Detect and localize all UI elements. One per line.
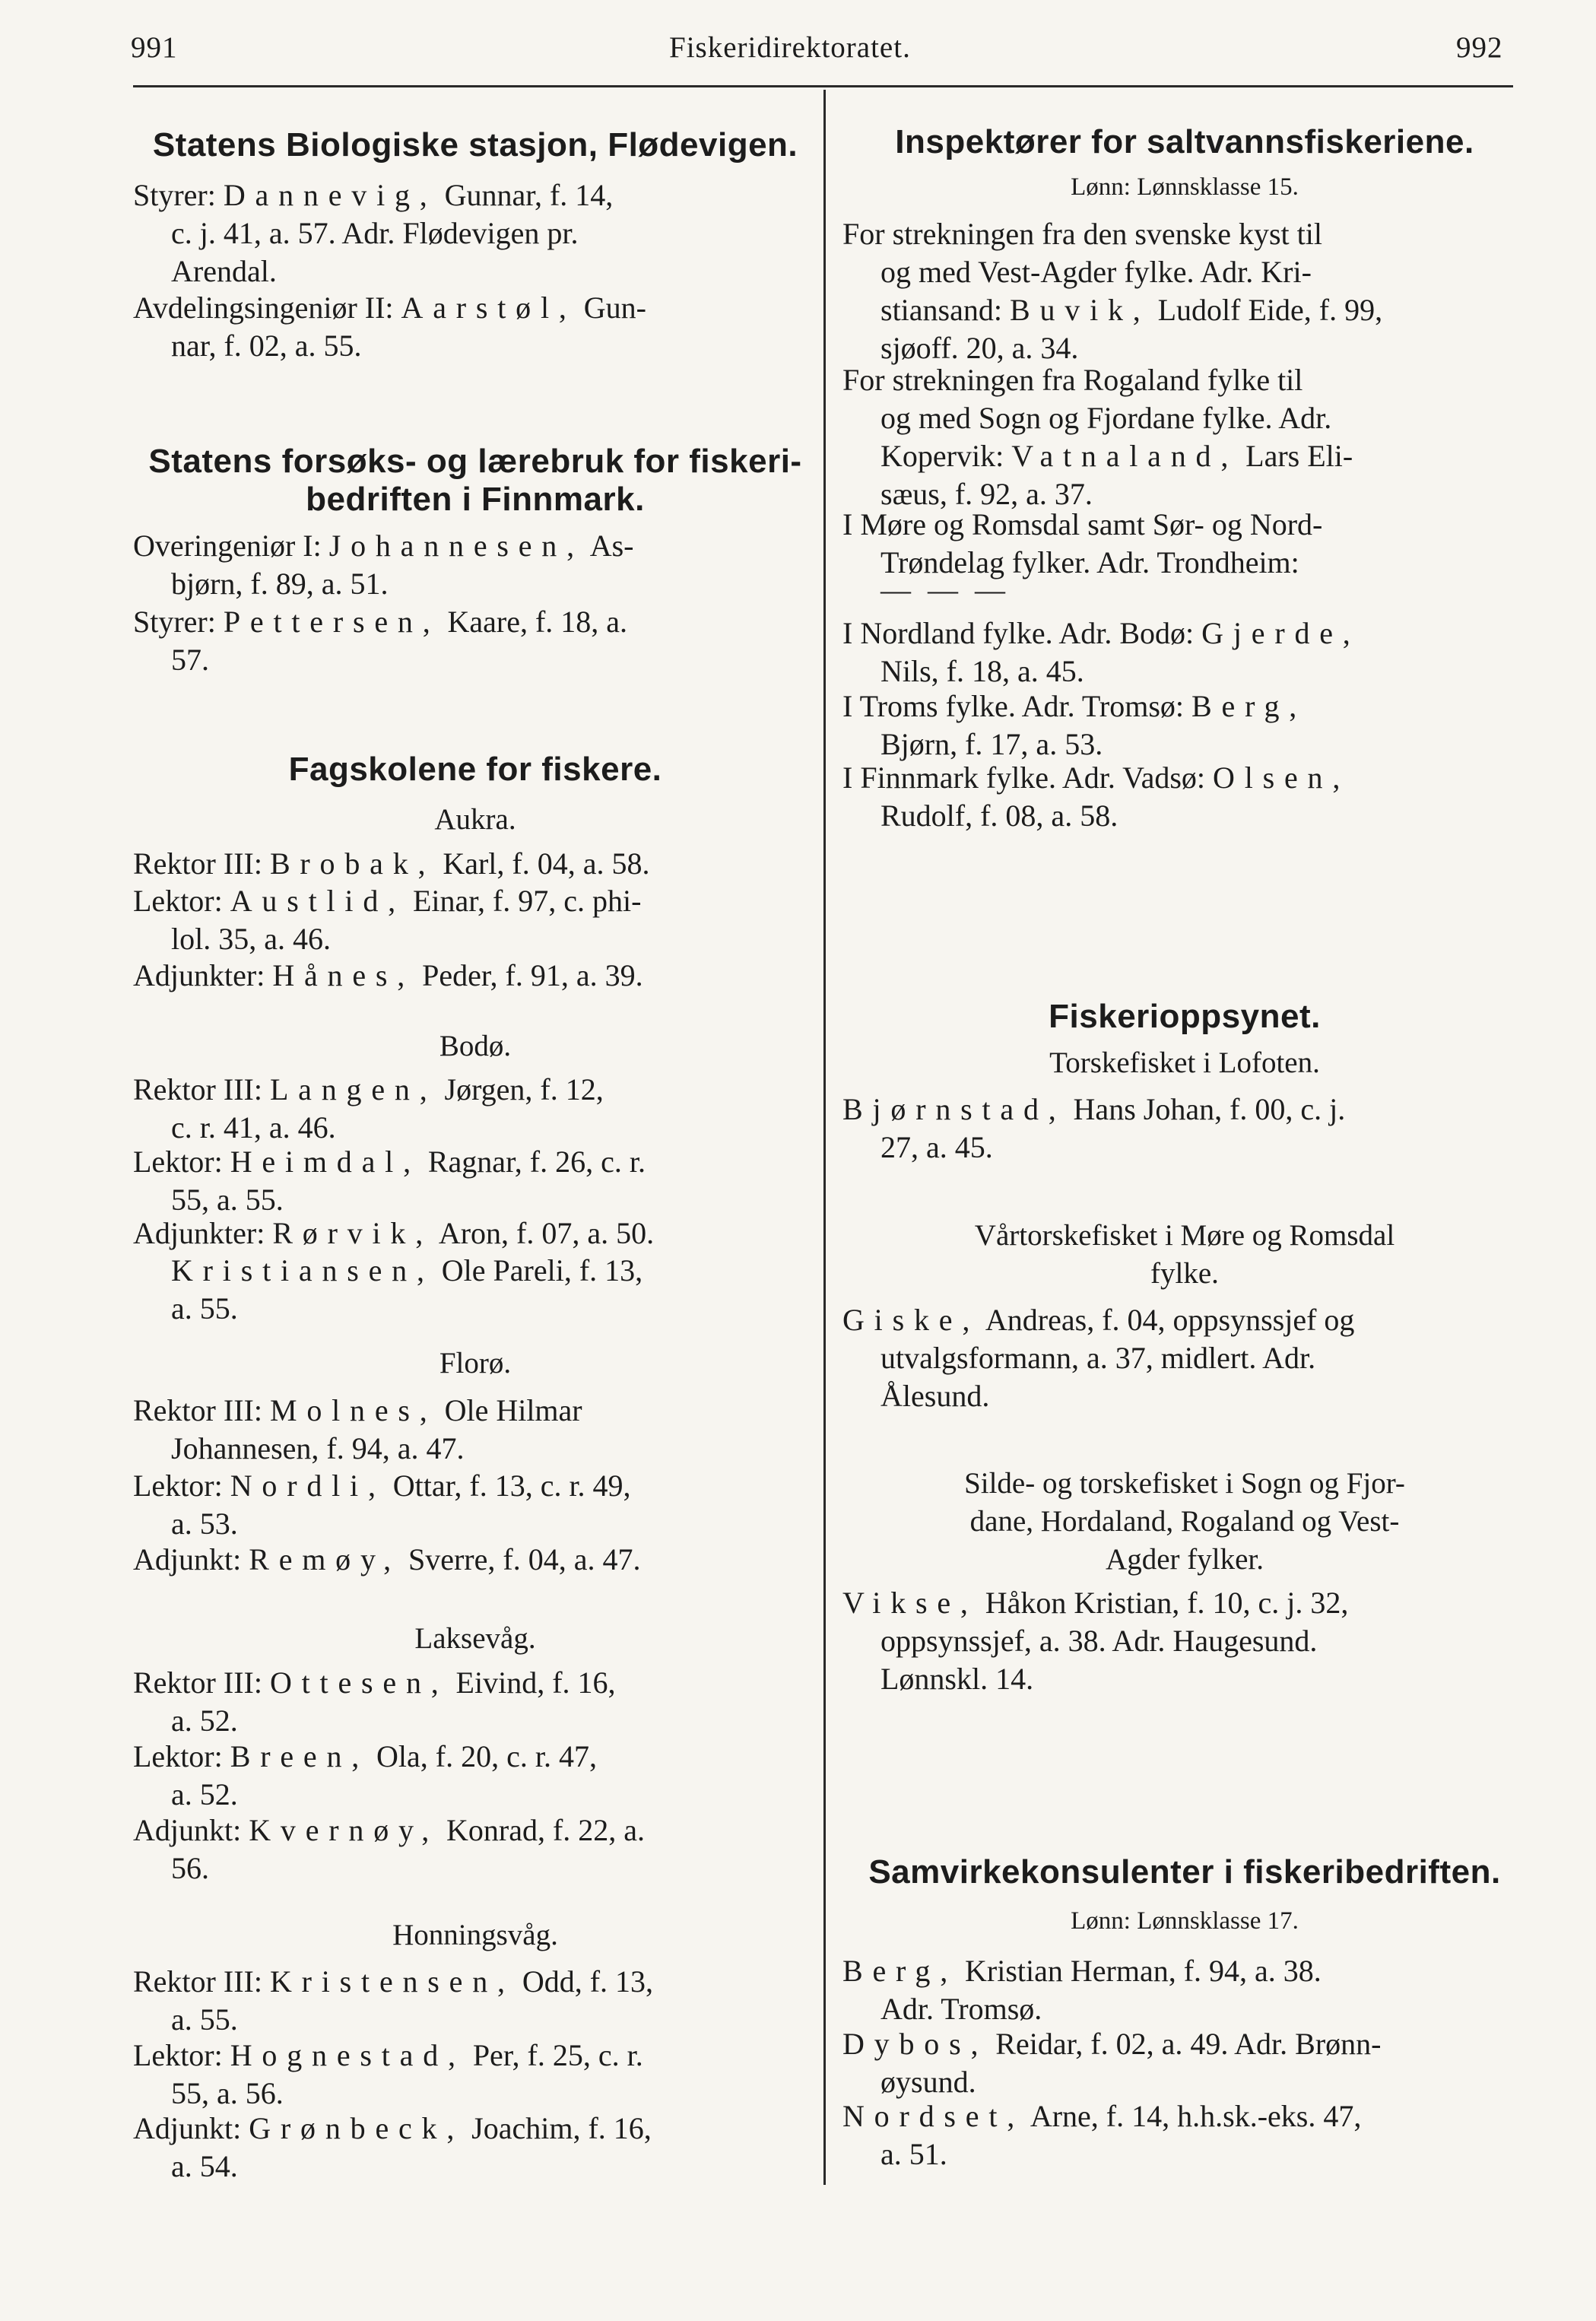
entry: For strekningen fra den svenske kyst til og med Vest-Agder fylke. Adr. Kri- stiansand: Buvik, Ludolf Eide, f. 99, sjøoff. 20, a. 34. <box>842 217 1383 365</box>
column-divider <box>823 90 826 2185</box>
entry: Styrer: Pettersen, Kaare, f. 18, a. 57. <box>133 605 628 677</box>
section-title: Samvirkekonsulenter i fiskeribedriften. <box>868 1853 1501 1891</box>
entry: Bjørnstad, Hans Johan, f. 00, c. j. 27, a. 45. <box>842 1092 1346 1164</box>
entry: Adjunkter: Rørvik, Aron, f. 07, a. 50. <box>133 1216 655 1250</box>
entry: Lektor: Breen, Ola, f. 20, c. r. 47, a. 52. <box>133 1739 597 1811</box>
entry: I Finnmark fylke. Adr. Vadsø: Olsen, Rudolf, f. 08, a. 58. <box>842 760 1350 833</box>
subsection-heading: Silde- og torskefisket i Sogn og Fjor- dane, Hordaland, Rogaland og Vest- Agder fylker. <box>964 1467 1405 1576</box>
entry: Rektor III: Langen, Jørgen, f. 12, c. r. 41, a. 46. <box>133 1072 604 1145</box>
entry: Kristiansen, Ole Pareli, f. 13, a. 55. <box>171 1253 643 1326</box>
page-number-left: 991 <box>131 31 178 64</box>
entry: Rektor III: Ottesen, Eivind, f. 16, a. 52. <box>133 1665 616 1738</box>
subsection-heading: Vårtorskefisket i Møre og Romsdal fylke. <box>974 1219 1395 1290</box>
entry: Adjunkt: Grønbeck, Joachim, f. 16, a. 54. <box>133 2111 652 2183</box>
left-column <box>133 0 817 2321</box>
entry: Adjunkt: Kvernøy, Konrad, f. 22, a. 56. <box>133 1813 646 1885</box>
section-title: Statens Biologiske stasjon, Flødevigen. <box>152 126 798 164</box>
entry: I Nordland fylke. Adr. Bodø: Gjerde, Nils, f. 18, a. 45. <box>842 616 1360 688</box>
entry: Adjunkter: Hånes, Peder, f. 91, a. 39. <box>133 958 643 992</box>
entry: Lektor: Hognestad, Per, f. 25, c. r. 55, a. 56. <box>133 2038 643 2110</box>
section-title: Statens forsøks- og lærebruk for fiskeri- bedriften i Finnmark. <box>148 443 802 518</box>
entry: I Troms fylke. Adr. Tromsø: Berg, Bjørn, f. 17, a. 53. <box>842 689 1307 761</box>
placeholder-dashes: — — — <box>880 573 1010 607</box>
entry: Styrer: Dannevig, Gunnar, f. 14, c. j. 41, a. 57. Adr. Flødevigen pr. Arendal. <box>133 178 614 288</box>
section-title: Inspektører for saltvannsfiskeriene. <box>895 123 1474 160</box>
entry: Overingeniør I: Johannesen, As- bjørn, f. 89, a. 51. <box>133 529 634 601</box>
place-heading: Bodø. <box>439 1030 512 1062</box>
entry: Rektor III: Kristensen, Odd, f. 13, a. 55. <box>133 1964 654 2037</box>
entry: Adjunkt: Remøy, Sverre, f. 04, a. 47. <box>133 1542 641 1576</box>
entry: Vikse, Håkon Kristian, f. 10, c. j. 32, oppsynssjef, a. 38. Adr. Haugesund. Lønnskl. 14. <box>842 1586 1349 1696</box>
entry: Giske, Andreas, f. 04, oppsynssjef og utvalgsformann, a. 37, midlert. Adr. Ålesund. <box>842 1303 1355 1413</box>
entry: Rektor III: Brobak, Karl, f. 04, a. 58. <box>133 846 650 881</box>
page-number-right: 992 <box>1456 31 1503 64</box>
entry: Berg, Kristian Herman, f. 94, a. 38. Adr. Tromsø. <box>842 1954 1322 2026</box>
place-heading: Laksevåg. <box>414 1622 536 1655</box>
salary-class: Lønn: Lønnsklasse 17. <box>1071 1907 1299 1935</box>
place-heading: Florø. <box>439 1347 512 1380</box>
place-heading: Aukra. <box>434 803 516 836</box>
section-title: Fagskolene for fiskere. <box>288 751 662 788</box>
entry: For strekningen fra Rogaland fylke til og med Sogn og Fjordane fylke. Adr. Kopervik: Vatnaland, Lars Eli- sæus, f. 92, a. 37. <box>842 363 1353 511</box>
entry: Lektor: Nordli, Ottar, f. 13, c. r. 49, a. 53. <box>133 1468 631 1541</box>
entry: Nordset, Arne, f. 14, h.h.sk.-eks. 47, a. 51. <box>842 2099 1362 2171</box>
entry: Lektor: Heimdal, Ragnar, f. 26, c. r. 55, a. 55. <box>133 1145 646 1217</box>
entry: Lektor: Austlid, Einar, f. 97, c. phi- lol. 35, a. 46. <box>133 884 642 956</box>
running-title: Fiskeridirektoratet. <box>669 31 911 64</box>
entry: I Møre og Romsdal samt Sør- og Nord- Trøndelag fylker. Adr. Trondheim: <box>842 507 1323 579</box>
salary-class: Lønn: Lønnsklasse 15. <box>1071 173 1299 201</box>
right-column <box>842 0 1527 2321</box>
entry: Dybos, Reidar, f. 02, a. 49. Adr. Brønn- øysund. <box>842 2027 1382 2099</box>
section-title: Fiskerioppsynet. <box>1049 998 1321 1035</box>
entry: Avdelingsingeniør II: Aarstøl, Gun- nar, f. 02, a. 55. <box>133 291 646 363</box>
entry: Rektor III: Molnes, Ole Hilmar Johannesen, f. 94, a. 47. <box>133 1393 582 1465</box>
subsection-heading: Torskefisket i Lofoten. <box>1049 1046 1320 1079</box>
place-heading: Honningsvåg. <box>392 1919 558 1951</box>
